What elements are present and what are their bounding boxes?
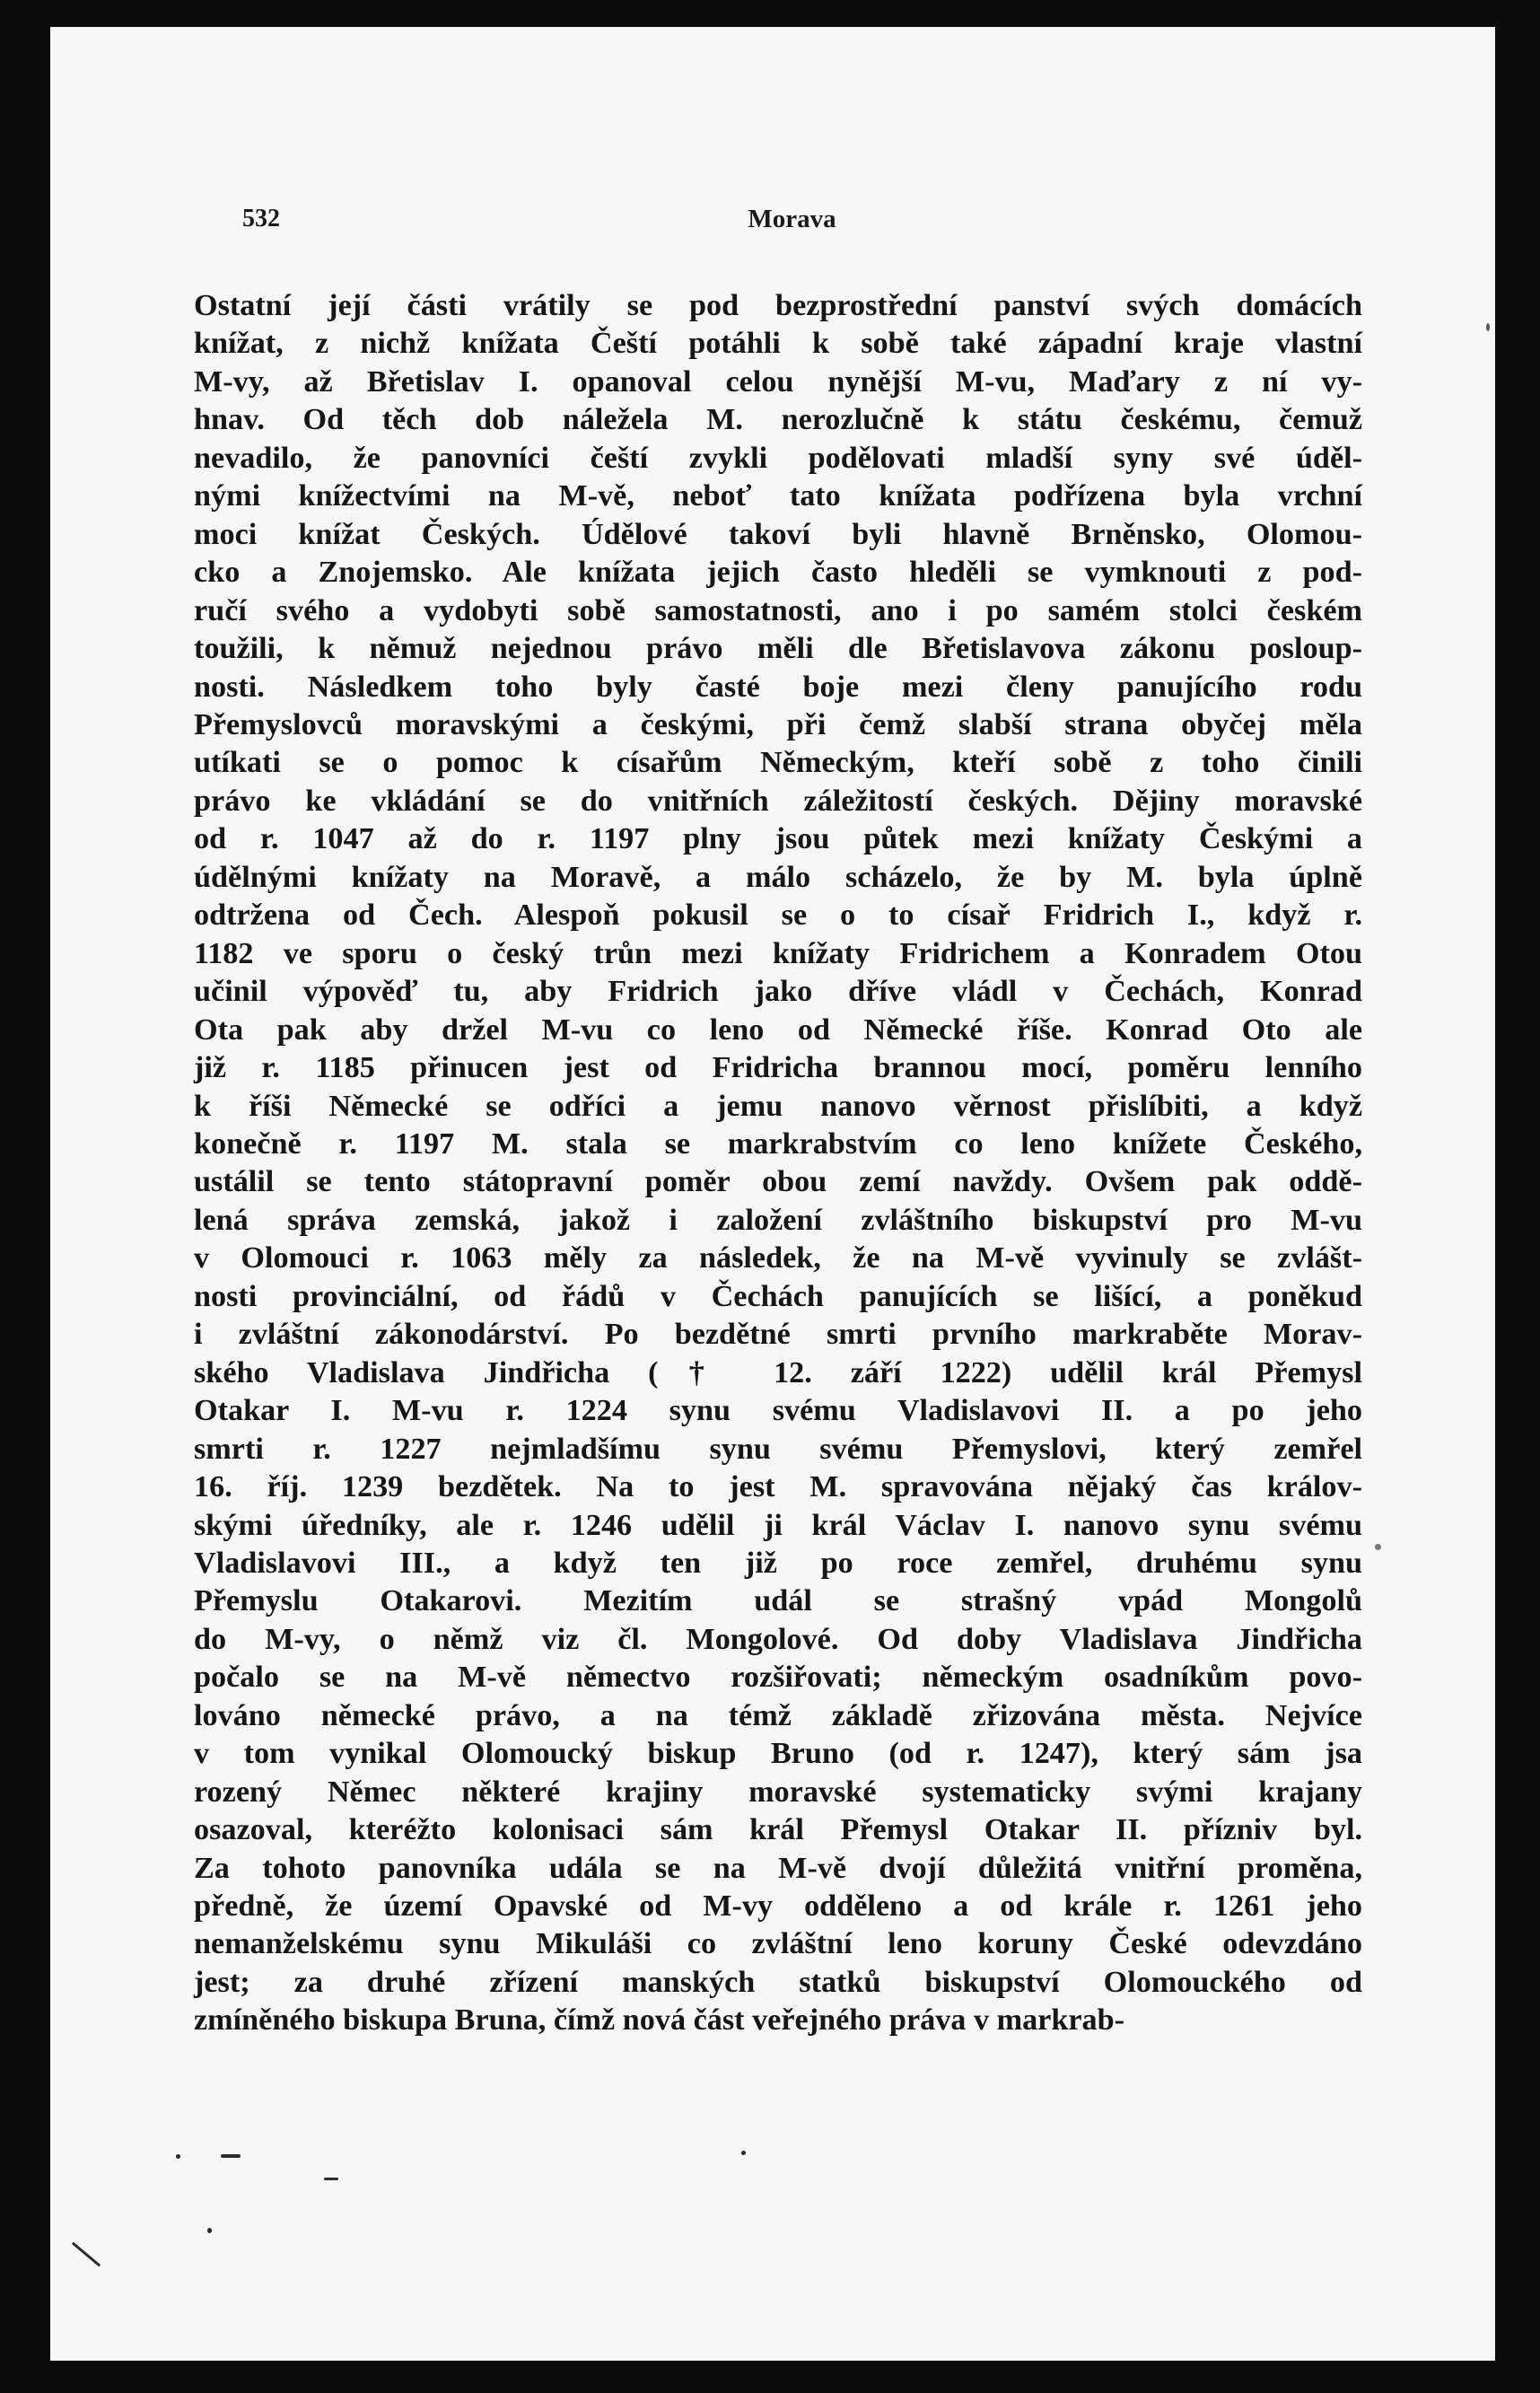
speck [72,2241,101,2266]
text-line: počalo se na M-vě němectvo rozšiřovati; německým osadníkům povo- [194,1661,1362,1695]
text-line: moci knížat Českých. Údělové takoví byli hlavně Brněnsko, Olomou- [194,517,1362,551]
speck [741,2151,746,2155]
text-line: nosti provinciální, od řádů v Čechách panujících se lišící, a poněkud [194,1279,1362,1313]
text-line: již r. 1185 přinucen jest od Fridricha brannou mocí, poměru lenního [194,1051,1362,1085]
text-line: ručí svého a vydobyti sobě samostatnosti, ano i po samém stolci českém [194,593,1362,627]
text-line: utíkati se o pomoc k císařům Německým, kteří sobě z toho činili [194,746,1362,780]
text-line: Za tohoto panovníka udála se na M-vě dvojí důležitá vnitřní proměna, [194,1851,1362,1885]
text-line: Přemyslu Otakarovi. Mezitím udál se strašný vpád Mongolů [194,1584,1362,1618]
text-line: M-vy, až Břetislav I. opanoval celou nynější M-vu, Maďary z ní vy- [194,364,1362,399]
text-line: Ostatní její části vrátily se pod bezprostřední panství svých domácích [194,289,1362,322]
text-line: cko a Znojemsko. Ale knížata jejich často hleděli se vymknouti z pod- [194,556,1362,590]
text-line: k říši Německé se odříci a jemu nanovo věrnost přislíbiti, a když [194,1089,1362,1123]
text-line: 1182 ve sporu o český trůn mezi knížaty Fridrichem a Konradem Otou [194,936,1362,970]
text-line: učinil výpověď tu, aby Fridrich jako dříve vládl v Čechách, Konrad [194,975,1362,1009]
text-line: lováno německé právo, a na témž základě zřizována města. Nejvíce [194,1698,1362,1732]
page-number: 532 [242,205,280,232]
text-line: 16. říj. 1239 bezdětek. Na to jest M. spravována nějaký čas králov- [194,1470,1362,1504]
text-line: rozený Němec některé krajiny moravské systematicky svými krajany [194,1775,1362,1809]
text-line: údělnými knížaty na Moravě, a málo scházelo, že by M. byla úplně [194,860,1362,894]
text-line: Ota pak aby držel M-vu co leno od Německé říše. Konrad Oto ale [194,1012,1362,1047]
text-line: skými úředníky, ale r. 1246 udělil ji král Václav I. nanovo synu svému [194,1508,1362,1542]
text-line: hnav. Od těch dob náležela M. nerozlučně k státu českému, čemuž [194,403,1362,437]
text-line: Otakar I. M-vu r. 1224 synu svému Vladislavovi II. a po jeho [194,1394,1362,1428]
text-line: nosti. Následkem toho byly časté boje mezi členy panujícího rodu [194,670,1362,704]
running-title: Morava [748,205,836,233]
text-line: smrti r. 1227 nejmladšímu synu svému Přemyslovi, který zemřel [194,1432,1362,1466]
speck [176,2154,180,2159]
text-line: Přemyslovců moravskými a českými, při čemž slabší strana obyčej měla [194,707,1362,741]
text-line: osazoval, kteréžto kolonisaci sám král Přemysl Otakar II. přízniv byl. [194,1813,1362,1847]
text-line: zmíněného biskupa Bruna, čímž nová část veřejného práva v markrab- [194,2003,1125,2038]
text-line: toužili, k němuž nejednou právo měli dle Břetislavova zákonu posloup- [194,632,1362,666]
text-line: v Olomouci r. 1063 měly za následek, že na M-vě vyvinuly se zvlášt- [194,1241,1362,1275]
speck [207,2228,212,2233]
text-line: Vladislavovi III., a když ten již po roce zemřel, druhému synu [194,1546,1362,1580]
text-line: i zvláštní zákonodárství. Po bezdětné smrti prvního markraběte Morav- [194,1318,1362,1352]
text-line: nými knížectvími na M-vě, neboť tato knížata podřízena byla vrchní [194,479,1362,513]
body-text [194,287,1362,2040]
text-line: odtržena od Čech. Alespoň pokusil se o to císař Fridrich I., když r. [194,898,1362,933]
text-line: ustálil se tento státopravní poměr obou zemí navždy. Ovšem pak oddě- [194,1165,1362,1199]
speck [1375,1544,1381,1550]
text-line: knížat, z nichž knížata Čeští potáhli k sobě také západní kraje vlastní [194,327,1362,361]
speck [1486,323,1490,331]
page-header [242,205,1342,241]
text-line: od r. 1047 až do r. 1197 plny jsou půtek mezi knížaty Českými a [194,822,1362,856]
text-line: ského Vladislava Jindřicha († 12. září 1222) udělil král Přemysl [194,1355,1362,1389]
text-line: právo ke vkládání se do vnitřních záležitostí českých. Dějiny moravské [194,784,1362,818]
speck [324,2178,338,2180]
text-line: předně, že území Opavské od M-vy odděleno a od krále r. 1261 jeho [194,1889,1362,1924]
text-line: konečně r. 1197 M. stala se markrabstvím co leno knížete Českého, [194,1126,1362,1161]
text-line: do M-vy, o němž viz čl. Mongolové. Od doby Vladislava Jindřicha [194,1622,1362,1656]
text-line: nemanželskému synu Mikuláši co zvláštní leno koruny České odevzdáno [194,1927,1362,1961]
text-line: lená správa zemská, jakož i založení zvláštního biskupství pro M-vu [194,1203,1362,1237]
speck [221,2154,241,2158]
text-line: jest; za druhé zřízení manských statků biskupství Olomouckého od [194,1965,1362,1999]
text-line: v tom vynikal Olomoucký biskup Bruno (od r. 1247), který sám jsa [194,1737,1362,1771]
text-line: nevadilo, že panovníci čeští zvykli podělovati mladší syny své úděl- [194,441,1362,475]
